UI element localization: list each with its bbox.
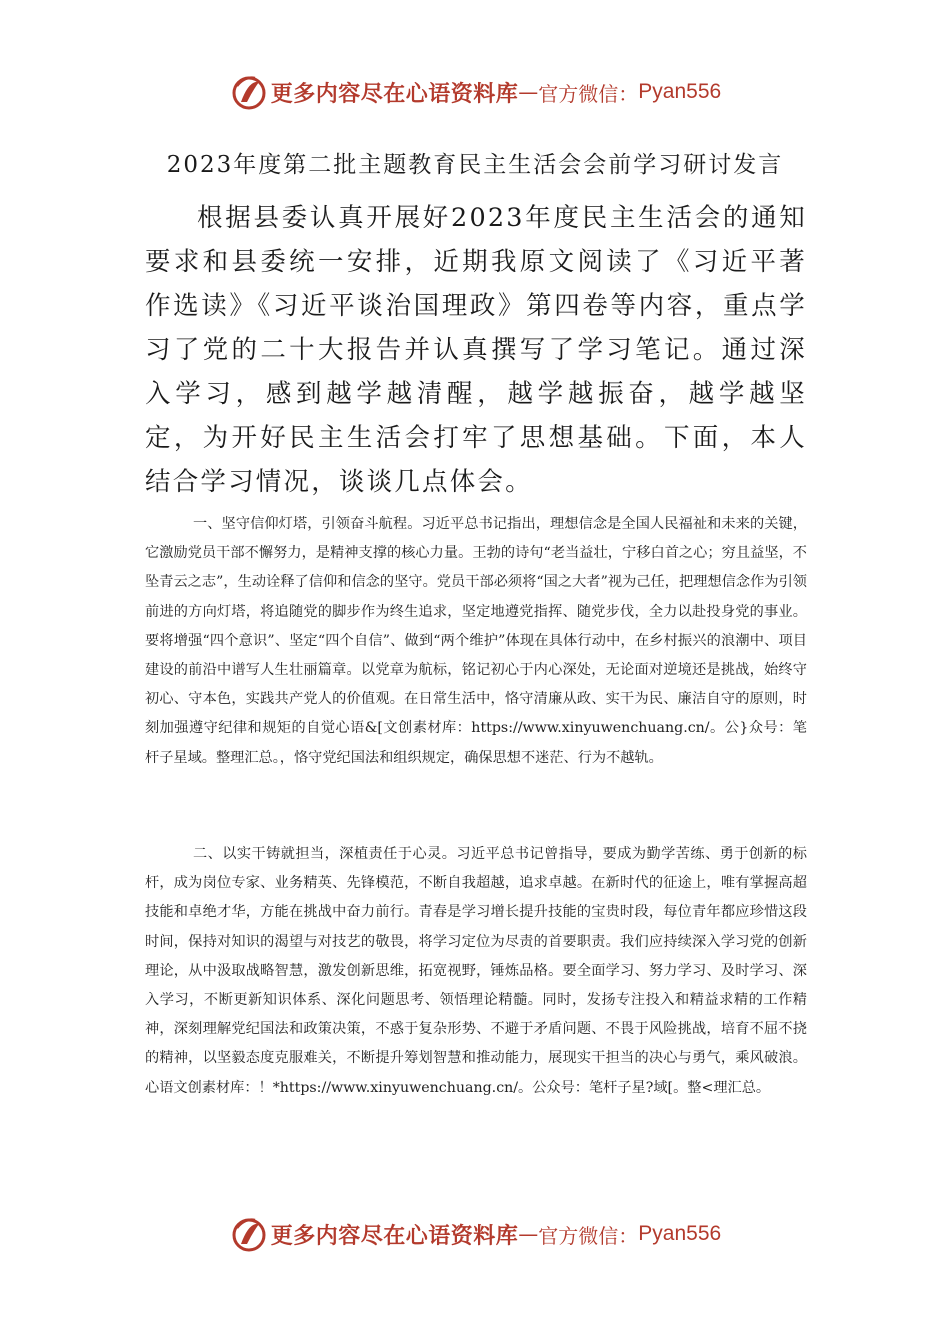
document-title: 2023年度第二批主题教育民主生活会会前学习研讨发言	[166, 152, 784, 178]
footer-banner	[0, 1212, 950, 1256]
banner-wechat-id: Pyan556	[638, 80, 722, 103]
banner-main-text: 更多内容尽在心语资料库	[270, 81, 519, 107]
header-banner	[0, 70, 950, 114]
body-paragraph-2: 二、以实干铸就担当，深植责任于心灵。习近平总书记曾指导，要成为勤学苦练、勇于创新的标杆，成为岗位专家、业务精英、先锋模范，不断自我超越，追求卓越。在新时代的征途上，唯有掌握高超技能和卓绝才华，方能在挑战中奋力前行。青春是学习增长提升技能的宝贵时段，每位青年都应珍惜这段时间，保持对知识的渴望与对技艺的敬畏，将学习定位为尽责的首要职责。我们应持续深入学习党的创新理论，从中汲取战略智慧，激发创新思维，拓宽视野，锤炼品格。要全面学习、努力学习、及时学习、深入学习，不断更新知识体系、深化问题思考、领悟理论精髓。同时，发扬专注投入和精益求精的工作精神，深刻理解党纪国法和政策决策，不惑于复杂形势、不避于矛盾问题、不畏于风险挑战，培育不屈不挠的精神，以坚毅态度克服难关，不断提升筹划智慧和推动能力，展现实干担当的决心与勇气，乘风破浪。心语文创素材库：！*https://www.xinyuwenchuang.cn/。公众号：笔杆子星?域[。整<理汇总。	[145, 846, 807, 1096]
banner-wechat-label: 官方微信：	[538, 1223, 639, 1248]
lead-paragraph: 根据县委认真开展好2023年度民主生活会的通知要求和县委统一安排，近期我原文阅读了《习近平著作选读》《习近平谈治国理政》第四卷等内容，重点学习了党的二十大报告并认真撰写了学习笔记。通过深入学习，感到越学越清醒，越学越振奋，越学越坚定，为开好民主生活会打牢了思想基础。下面，本人结合学习情况，谈谈几点体会。	[145, 203, 807, 497]
banner-wechat-id: Pyan556	[638, 1222, 722, 1245]
banner-separator: —	[518, 80, 539, 104]
banner-wechat-label: 官方微信：	[538, 81, 639, 106]
brand-logo-icon	[229, 1214, 269, 1254]
body-paragraph-1: 一、坚守信仰灯塔，引领奋斗航程。习近平总书记指出，理想信念是全国人民福祉和未来的关键，它激励党员干部不懈努力，是精神支撑的核心力量。王勃的诗句“老当益壮，宁移白首之心；穷且益坚，不坠青云之志”，生动诠释了信仰和信念的坚守。党员干部必须将“国之大者”视为己任，把理想信念作为引领前进的方向灯塔，将追随党的脚步作为终生追求，坚定地遵党指挥、随党步伐，全力以赴投身党的事业。要将增强“四个意识”、坚定“四个自信”、做到“两个维护”体现在具体行动中，在乡村振兴的浪潮中、项目建设的前沿中谱写人生壮丽篇章。以党章为航标，铭记初心于内心深处，无论面对逆境还是挑战，始终守初心、守本色，实践共产党人的价值观。在日常生活中，恪守清廉从政、实干为民、廉洁自守的原则，时刻加强遵守纪律和规矩的自觉心语&[文创素材库：https://www.xinyuwenchuang.cn/。公}众号：笔杆子星域。整理汇总。，恪守党纪国法和组织规定，确保思想不迷茫、行为不越轨。	[145, 516, 807, 766]
brand-logo-icon	[229, 72, 269, 112]
banner-separator: —	[518, 1222, 539, 1246]
banner-main-text: 更多内容尽在心语资料库	[270, 1223, 519, 1249]
